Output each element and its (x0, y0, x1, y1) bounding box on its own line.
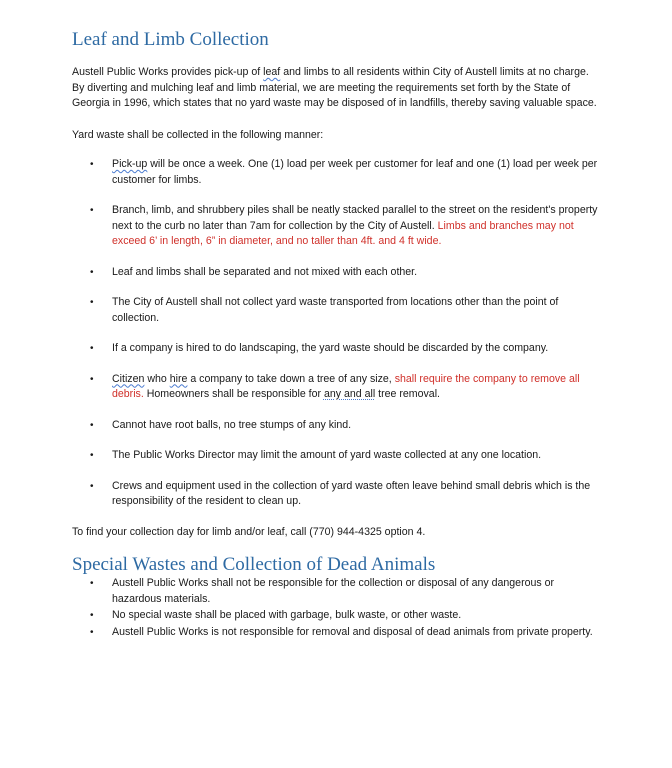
bullet-icon: • (90, 480, 94, 492)
item-text: Homeowners shall be responsible for (143, 388, 324, 400)
bullet-icon: • (90, 343, 94, 354)
collection-day-phone-note: To find your collection day for limb and/or leaf, call (770) 944-4325 option 4. (72, 525, 426, 538)
list-item (72, 203, 602, 250)
phrase-any-and-all: any and all (323, 388, 376, 400)
bullet-icon: • (90, 419, 94, 431)
bullet-icon: • (90, 450, 94, 461)
list-item (72, 341, 602, 357)
word-hire: hire (169, 372, 188, 385)
list-item (72, 576, 602, 607)
item-text: Cannot have root balls, no tree stumps of any kind. (112, 418, 352, 431)
special-wastes-list (72, 576, 602, 640)
bullet-icon: • (90, 626, 94, 638)
lead-in-text: Yard waste shall be collected in the following manner: (72, 128, 324, 141)
list-item (72, 479, 602, 510)
word-pickup: Pick-up (112, 158, 148, 170)
bullet-icon: • (90, 297, 94, 308)
item-text: Austell Public Works is not responsible for removal and disposal of dead animals from private property. (112, 625, 593, 638)
yard-waste-rules-list (72, 157, 602, 510)
item-text: who (144, 372, 170, 385)
item-text: No special waste shall be placed with garbage, bulk waste, or other waste. (112, 609, 462, 621)
list-item (72, 265, 602, 281)
word-citizen: Citizen (112, 372, 145, 385)
item-text: tree removal. (375, 388, 440, 400)
item-text-red: Limbs and branches may not exceed 6’ in length, 6” in diameter, and no taller than 4ft. and 4 ft wide. (112, 219, 574, 247)
bullet-icon: • (90, 610, 94, 621)
list-item (72, 418, 602, 434)
list-item (72, 448, 602, 464)
intro-paragraph (72, 65, 602, 112)
item-text: Branch, limb, and shrubbery piles shall be neatly stacked parallel to the street on the resident's property next to the curb no later than 7am for collection by the City of Austell. (112, 204, 598, 232)
section-title-leaf-limb: Leaf and Limb Collection (72, 29, 269, 50)
item-text: a company to take down a tree of any size, (187, 372, 395, 385)
list-item (72, 295, 602, 326)
intro-word-leaf: leaf (263, 66, 281, 78)
list-item (72, 608, 602, 624)
list-item (72, 372, 602, 403)
intro-text-start: Austell Public Works provides pick-up of (72, 66, 264, 78)
list-item (72, 625, 602, 641)
item-text: Crews and equipment used in the collection of yard waste often leave behind small debris which is the responsibility of the resident to clean up. (112, 479, 591, 507)
item-text: Austell Public Works shall not be responsible for the collection or disposal of any dangerous or hazardous materials. (112, 577, 555, 605)
bullet-icon: • (90, 266, 94, 278)
bullet-icon: • (90, 373, 94, 385)
bullet-icon: • (90, 159, 94, 170)
item-text-red: shall require the company to remove all debris. (112, 372, 580, 400)
item-text: The City of Austell shall not collect yard waste transported from locations other than the point of collection. (112, 296, 559, 324)
section-title-special-wastes: Special Wastes and Collection of Dead Animals (72, 554, 436, 575)
item-text: will be once a week. One (1) load per week per customer for leaf and one (1) load per week per customer for limbs. (112, 158, 598, 186)
document-page (72, 28, 602, 641)
item-text: If a company is hired to do landscaping, the yard waste should be discarded by the company. (112, 342, 549, 354)
bullet-icon: • (90, 578, 94, 589)
list-item (72, 157, 602, 188)
intro-text-end: and limbs to all residents within City of Austell limits at no charge. By diverting and mulching leaf and limb material, we are meeting the requirements set forth by the State of Georgia in 1996, which states that no yard waste may be disposed of in landfills, thereby saving valuable space. (72, 66, 597, 109)
bullet-icon: • (90, 205, 94, 216)
item-text: Leaf and limbs shall be separated and not mixed with each other. (112, 265, 418, 278)
item-text: The Public Works Director may limit the amount of yard waste collected at any one location. (112, 449, 542, 461)
